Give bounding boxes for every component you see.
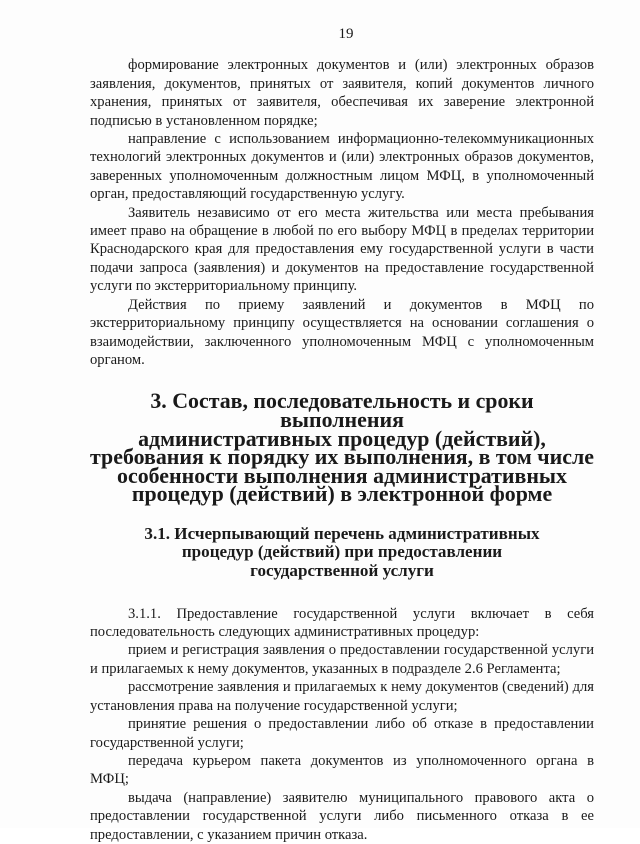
heading-line: особенности выполнения административных [117, 462, 567, 488]
paragraph: выдача (направление) заявителю муниципального правового акта о предоставлении государственной услуги либо письменного отказа в ее предоставлении, с указанием причин отказа. [90, 789, 594, 843]
paragraph: передача курьером пакета документов из уполномоченного органа в МФЦ; [90, 752, 594, 788]
paragraph: прием и регистрация заявления о предоставлении государственной услуги и прилагаемых к нему документов, указанных в подразделе 2.6 Регламента; [90, 642, 594, 677]
heading-line: требования к порядку их выполнения, в том числе [90, 444, 594, 470]
paragraph: Заявитель независимо от его места жительства или места пребывания имеет право на обращение в любой по его выбору МФЦ в пределах территории Краснодарского края для предоставления ему государственной услуги в части подачи запроса (заявления) и документов на предоставление государственной услуги по экстерриториальному принципу. [90, 204, 594, 295]
paragraph: Действия по приему заявлений и документов в МФЦ по экстерриториальному принципу осуществляется на основании соглашения о взаимодействии, заключенного уполномоченным МФЦ с уполномоченным органом. [90, 296, 594, 368]
paragraph: 3.1.1. Предоставление государственной услуги включает в себя последовательность следующих административных процедур: [90, 605, 594, 641]
section-3-1-heading [90, 525, 594, 581]
page-number: 19 [338, 26, 354, 42]
heading-line: 3. Состав, последовательность и сроки выполнения [150, 388, 534, 432]
heading-line: процедур (действий) при предоставлении [181, 542, 503, 562]
paragraph: рассмотрение заявления и прилагаемых к нему документов (сведений) для установления права на получение государственной услуги; [90, 679, 594, 714]
paragraph: формирование электронных документов и (или) электронных образов заявления, документов, принятых от заявителя, копий документов личного хранения, принятых от заявителя, обеспечивая их заверение электронной подписью в установленном порядке; [90, 57, 594, 129]
paragraph: направление с использованием информационно-телекоммуникационных технологий электронных документов и (или) электронных образов документов, заверенных уполномоченным должностным лицом МФЦ, в уполномоченный орган, предоставляющий государственную услугу. [90, 131, 594, 203]
heading-line: 3.1. Исчерпывающий перечень административных [144, 523, 540, 543]
intro-block [90, 56, 594, 369]
heading-line: государственной услуги [250, 561, 434, 581]
heading-line: процедур (действий) в электронной форме [131, 481, 553, 507]
section-3-heading [90, 388, 594, 507]
paragraph: принятие решения о предоставлении либо об отказе в предоставлении государственной услуги; [90, 716, 594, 751]
procedures-block [90, 605, 594, 844]
heading-line: административных процедур (действий), [138, 425, 546, 451]
